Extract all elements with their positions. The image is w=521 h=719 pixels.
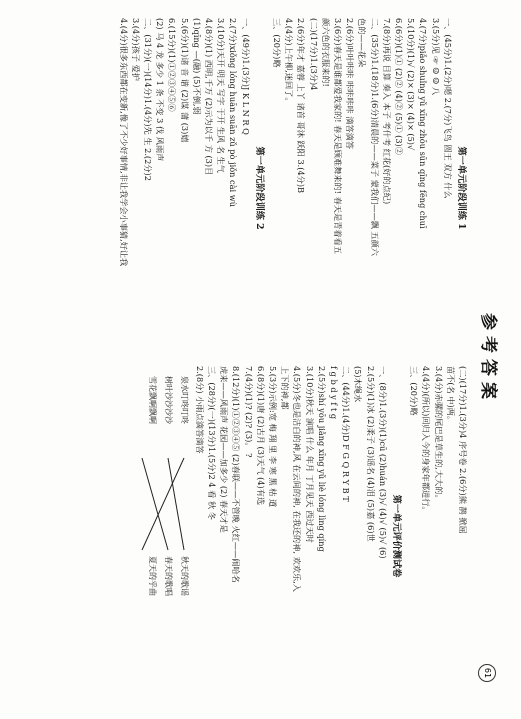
answer-line: 三、(20分)略 [409,366,420,416]
answer-line: 6.(8分)(1)唐 (2)古月 (3)天气 (4)有选 [255,366,266,506]
answer-line: 8.(12分)(1)①②③④⑤ (2)春联——不管晚 火红——闹哈名 [231,366,242,583]
answer-line: 苗不(名 中)两。 [445,366,456,425]
answer-line: 7.(8分)再说 目算 奏入 本子 考什考 红花(好的点纪) [381,18,392,205]
page-number-badge: 61 [478,664,496,682]
answer-line: 颜六色的衣服来的! [320,18,331,87]
answer-line: 一、(45分)1.(2分)嗯 2.(7分)飞鸟 圆王 双方 什么 [442,18,453,199]
answer-line: f g b d y f t g [328,366,339,420]
matching-line [168,458,184,550]
answer-line: (二)(17分)1.(3分)4 [308,18,319,91]
answer-line: (1)qīng —(融) (5)不倒,弱 [191,18,202,115]
answer-line: 2.(6分)年才 嘉蓉 上丫 诸首 哥沐 跃阳 3.(4分)B [296,18,307,194]
answer-line: 6.(6分)(1)① (2)② (4)② (5)① (3)② [393,18,404,155]
answer-line: 三、(28分)(一)(13分)1.(5分)2 4 看 秋 冬 [206,366,217,520]
answer-line: 一、(8分)1.(3分)(1)cū (2)huán (3)√ (4)√ (5)√ (6) [377,366,388,559]
matching-left-item: 树叶沙沙沙沙 [163,376,173,424]
answer-line: 二、(35分)1.(18分)1.(6分)清晨的——菜子 蒙我们——飘 五颜六 [369,18,380,256]
answer-line: 5.(3分)示例:宽 梅 翔 里 李 寒 黑 枯 道 [267,366,278,508]
answer-line: 3.(6分)春天是谁都爱我家的! 春天是顾难舞来的! 春天是青着看五 [332,18,343,254]
section-title: 第一单元阶段训练 1 [456,146,467,230]
page-inner [7,14,503,704]
answer-line: 3.(4分)孩子 爱护 [130,18,141,81]
answer-line: 4.(4分)上午柳,迷回了。 [284,18,295,106]
answer-line: 6.(15分)(1)①②③④⑤⑥ [167,18,178,112]
answer-line: 上下的神,都 [280,366,291,410]
answer-line: 2.(7分)xiǒng lóng huān suān zǔ pò jiǒn cài wù [228,18,239,207]
answer-line: 二、(44分)1.(4分)D F G Q R Y B T [341,366,352,502]
answer-line: 一、(49分)1.(3分)J K L N R Q [240,18,251,135]
matching-lines-diagram [136,456,188,552]
matching-right-item: 秋天的歌谣 [179,556,189,596]
answer-line: 4.(7分)piǎo shuǐng yǔ xīng zhōu sūn qīng fēng chuī [418,18,429,229]
answer-line: 2.(6分)叶叶咔咔 咔咔咔咔 滴答滴答 [345,18,356,150]
right-column [112,366,469,706]
answer-line: (二)(17分)1.(3分)4 序号卷 2.(6分)熊 鹊 掀屈 [458,366,468,534]
answer-line: 3.(10分)天开 明天 写字 于开 生风 名 生气 [216,18,227,173]
answer-line: 4.(8分)(1) 西明,千万 (2)示为以千 方 (3)目 [203,18,214,176]
answer-line: 3.(10分)秋天 演唱 什么 年月 丁月见天 西过天时 [304,366,315,543]
answer-line: 7.(4分)(1)? (2)? (3)。 ? [243,366,254,458]
matching-left-item: 泉水叮咚叮咚 [179,376,189,424]
answer-line: 虎来——风雨声 花园——加多少 (2) 春天才是 [219,366,230,533]
left-column [117,18,469,358]
answer-line: 4.(5分)冬也是洁白的神,风 在云间的神, 在我还的神, 欢欢乐,入 [292,366,303,592]
matching-right-item: 夏天的乎曲 [147,556,157,596]
answer-line: 三、(20分)略 [271,18,282,68]
answer-line: 3.(5分)见 ☞ ☺ ☺ 八 [430,18,441,96]
answer-line: 5.(10分)(1)√ (2)× (3)× (4)× (5)√ [406,18,417,151]
section-title: 第一单元阶段训练 2 [253,146,265,230]
answer-line: 4.(4分)(所以)回归入今的身家年都进行。 [421,366,432,515]
matching-line [142,458,184,550]
answer-line: 3.(4分)赤骡的尾巴是草生的,大大的。 [433,366,444,503]
matching-right-item: 春天的歌唱 [163,556,173,596]
matching-right-list [144,556,192,596]
answer-line: 2.(5分)shí yōu jiǎng xīng yǔ liè lóng lìng qíng [316,366,327,552]
answer-line: 4.(4分)很多东西都在变新,像了不少好事情,非让我学会小事猜,好让我 [118,18,129,267]
answer-line: 5.(6分)(1)诸 音 谐 (2)谋 蒲 (3)嬉 [179,18,190,143]
answer-line: 二、(31分)(一)(14分)1.(4分)先 生 2.(2分)2 [142,18,153,181]
answer-line: 2.(5分)(1)冰 (2)柔子 (3)谣名 (4)泪 (5)嘉 (6)世 [365,366,376,542]
matching-left-item: 雪花飘啊飘啊 [147,376,157,424]
page-title: 参考答案 [478,313,498,405]
answer-line: 2.(8分) 小雨点滴答滴答 [194,366,205,454]
answer-line: (2) 马 4 龙 多少 1 条 不变 3 伐 风雨声 [155,18,166,162]
section-title: 第一单元评价测试卷 [390,494,402,578]
matching-left-list [144,376,192,424]
answer-line: (5)木绳水 [353,366,364,403]
answer-line: 色的——花朵 [357,18,368,68]
matching-exercise [112,366,192,706]
matching-line [142,458,168,550]
